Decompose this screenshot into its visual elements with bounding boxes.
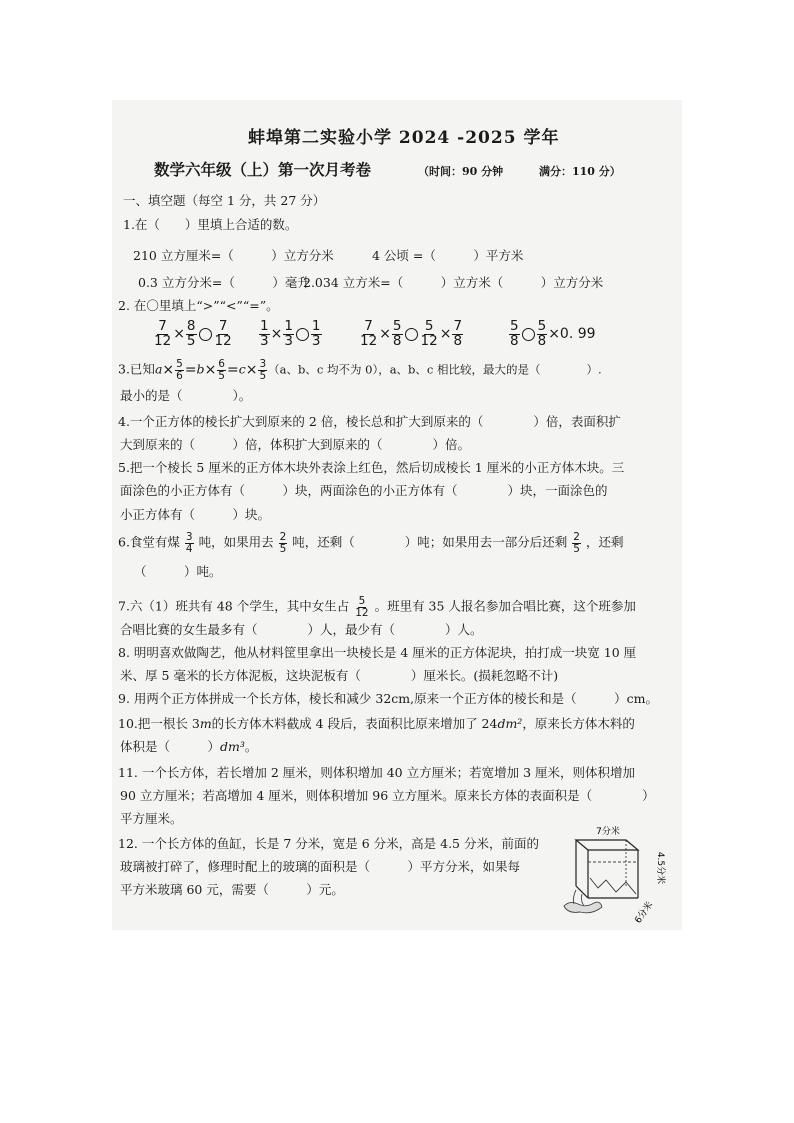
q4-line2: 大到原来的（ ）倍，体积扩大到原来的（ ）倍。 [120, 437, 471, 452]
q1-a1: 210 立方厘米=（ ）立方分米 [133, 248, 334, 263]
q11-line2: 90 立方厘米；若高增加 4 厘米，则体积增加 96 立方厘米。原来长方体的表面积是（ ） [120, 788, 655, 803]
fraction: $\frac{5}{8}$ [510, 318, 519, 349]
q1-b2: 2.034 立方米=（ ）立方米（ ）立方分米 [303, 275, 604, 290]
q5-line2: 面涂色的小正方体有（ ）块，两面涂色的小正方体有（ ）块，一面涂色的 [120, 483, 608, 498]
q2-expr-1: $\frac{7}{12}$ × $\frac{8}{5}$ $\frac{7}{12}$ [154, 318, 232, 349]
fraction: $\frac{7}{12}$ [360, 318, 378, 349]
q3-line1: 3.已知a× $\frac{5}{6}$ =b× $\frac{6}{5}$ =c× $\frac{3}{5}$ （a、b、c 均不为 0），a、b、c 相比较，最大的是（ ）. [118, 358, 602, 382]
fish-tank-diagram [546, 818, 668, 928]
fraction: $\frac{5}{8}$ [392, 318, 402, 349]
q6-line2: （ ）吨。 [134, 564, 222, 579]
fig-width-label: 6分米 [633, 900, 656, 926]
q10-line1: 10.把一根长 3m的长方体木料截成 4 段后，表面积比原来增加了 24dm²，原来长方体木料的 [118, 716, 635, 731]
fraction: $\frac{1}{3}$ [260, 318, 269, 349]
compare-circle [199, 328, 212, 341]
q5-line3: 小正方体有（ ）块。 [120, 507, 271, 522]
fig-length-label: 7分米 [596, 827, 620, 837]
q10-line2: 体积是（ ）dm³。 [120, 739, 258, 754]
q1-stem: 1.在（ ）里填上合适的数。 [123, 217, 298, 232]
fraction: $\frac{5}{8}$ [537, 318, 547, 349]
section-heading: 一、填空题（每空 1 分，共 27 分） [123, 193, 326, 208]
q5-line1: 5.把一个棱长 5 厘米的正方体木块外表涂上红色，然后切成棱长 1 厘米的小正方体木块。三 [118, 460, 625, 475]
broken-glass-crack [590, 878, 636, 894]
q8-line2: 米、厚 5 毫米的长方体泥板，这块泥板有（ ）厘米长。(损耗忽略不计) [120, 668, 559, 683]
fraction: $\frac{7}{8}$ [453, 318, 463, 349]
q7-line2: 合唱比赛的女生最多有（ ）人，最少有（ ）人。 [120, 622, 483, 637]
q1-a2: 4 公顷 =（ ）平方米 [372, 248, 524, 263]
q11-line3: 平方厘米。 [120, 811, 183, 826]
compare-circle [296, 328, 309, 341]
q7-line1: 7.六（1）班共有 48 个学生，其中女生占 $\frac{5}{12}$ 。班里有 35 人报名参加合唱比赛，这个班参加 [118, 595, 636, 619]
fraction: $\frac{5}{12}$ [420, 318, 438, 349]
q9-line1: 9. 用两个正方体拼成一个长方体，棱长和减少 32cm,原来一个正方体的棱长和是（ ）cm。 [118, 691, 658, 706]
fraction: $\frac{3}{4}$ [185, 531, 193, 555]
q2-stem: 2. 在〇里填上“>”“<”“=”。 [118, 298, 279, 313]
fraction: $\frac{7}{12}$ [214, 318, 232, 349]
exam-title: 蚌埠第二实验小学 2024 -2025 学年 [248, 128, 560, 148]
tank-top-face [576, 840, 638, 850]
q12-line2: 玻璃被打碎了，修理时配上的玻璃的面积是（ ）平方分米，如果每 [120, 859, 521, 874]
q4-line1: 4.一个正方体的棱长扩大到原来的 2 倍，棱长总和扩大到原来的（ ）倍，表面积扩 [118, 414, 621, 429]
exam-subtitle: 数学六年级（上）第一次月考卷 [154, 160, 372, 179]
fraction: $\frac{6}{5}$ [218, 358, 225, 382]
fraction: $\frac{1}{3}$ [311, 318, 321, 349]
fraction: $\frac{7}{12}$ [154, 318, 172, 349]
q2-expr-3: $\frac{7}{12}$ × $\frac{5}{8}$ $\frac{5}{12}$ × $\frac{7}{8}$ [360, 318, 463, 349]
q6-line1: 6.食堂有煤 $\frac{3}{4}$ 吨，如果用去 $\frac{2}{5}$ 吨，还剩（ ）吨；如果用去一部分后还剩 $\frac{2}{5}$ ，还剩 [118, 531, 624, 555]
fraction: $\frac{2}{5}$ [573, 531, 580, 555]
q12-line1: 12. 一个长方体的鱼缸，长是 7 分米，宽是 6 分米，高是 4.5 分米，前面的 [118, 836, 539, 851]
fraction: $\frac{5}{6}$ [176, 358, 183, 382]
fig-height-label: 4.5分米 [655, 851, 665, 885]
fraction: $\frac{2}{5}$ [279, 531, 287, 555]
compare-circle [522, 328, 535, 341]
fraction: $\frac{3}{5}$ [259, 358, 267, 382]
q2-expr-2: $\frac{1}{3}$ × $\frac{1}{3}$ $\frac{1}{3}$ [260, 318, 321, 349]
q1-b1: 0.3 立方分米=（ ）毫升 [138, 275, 310, 290]
q8-line1: 8. 明明喜欢做陶艺，他从材料筐里拿出一块棱长是 4 厘米的正方体泥块，拍打成一块宽 10 厘 [118, 645, 637, 660]
compare-circle [405, 328, 418, 341]
fraction: $\frac{8}{5}$ [186, 318, 196, 349]
q3-line2: 最小的是（ ）。 [120, 388, 252, 403]
exam-score: 满分：110 分） [539, 165, 621, 178]
fraction: $\frac{5}{12}$ [355, 595, 369, 619]
q2-expr-4: $\frac{5}{8}$ $\frac{5}{8}$ ×0. 99 [510, 318, 596, 349]
exam-time: （时间：90 分钟 [418, 165, 504, 178]
q11-line1: 11. 一个长方体，若长增加 2 厘米，则体积增加 40 立方厘米；若宽增加 3 厘米，则体积增加 [118, 765, 636, 780]
q12-line3: 平方米玻璃 60 元，需要（ ）元。 [120, 882, 344, 897]
fraction: $\frac{1}{3}$ [284, 318, 293, 349]
